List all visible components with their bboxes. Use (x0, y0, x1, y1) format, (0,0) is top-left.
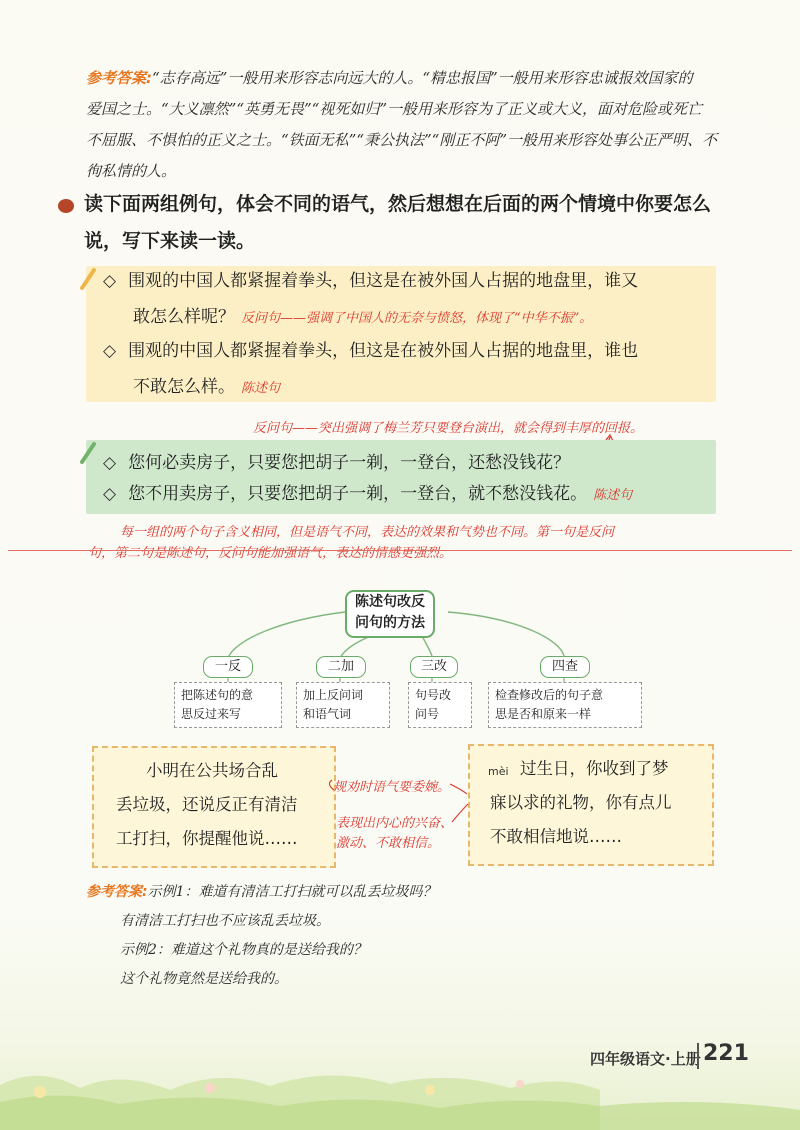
annotation-note: 反问句——强调了中国人的无奈与愤怒，体现了“中华不振”。 (241, 311, 593, 326)
diagram-branch-label: 二加 (316, 656, 366, 678)
annotation-note: 陈述句 (593, 488, 633, 503)
diamond-icon: ◇ (103, 341, 117, 361)
book-title: 四年级语文·上册 (590, 1050, 701, 1068)
diagram-branch-label: 一反 (203, 656, 253, 678)
group1-sentence-1: ◇ 围观的中国人都紧握着拳头，但这是在被外国人占据的地盘里，谁又 敢怎么样呢？ 反问句——强调了中国人的无奈与愤怒，体现了“中华不振”。 (103, 271, 639, 327)
diagram-branch-label: 四查 (540, 656, 590, 678)
answer-label: 参考答案: (86, 884, 148, 900)
summary-note: 每一组的两个句子含义相同，但是语气不同，表达的效果和气势也不同。第一句是反问 句，第二句是陈述句，反问句能加强语气，表达的情感更强烈。 (88, 525, 615, 561)
diamond-icon: ◇ (103, 271, 117, 291)
diagram-leaf: 把陈述句的意 思反过来写 (174, 682, 282, 728)
diagram-root: 陈述句改反 问句的方法 (345, 590, 435, 638)
group2-sentence-2: ◇ 您不用卖房子，只要您把胡子一剃，一登台，就不愁没钱花。 陈述句 (103, 484, 633, 504)
diagram-branch-label: 三改 (410, 656, 458, 678)
question-text: 读下面两组例句，体会不同的语气，然后想想在后面的两个情境中你要怎么 说，写下来读一读。 (84, 193, 712, 252)
annotation-note: 陈述句 (241, 381, 281, 396)
scenario-card-1: 小明在公共场合乱 丢垃圾，还说反正有清洁 工打扫，你提醒他说…… (92, 746, 336, 868)
diagram-leaf: 检查修改后的句子意 思是否和原来一样 (488, 682, 642, 728)
diagram-leaf: 句号改 问号 (408, 682, 472, 728)
answer-line: 不屈服、不惧怕的正义之士。“铁面无私”“秉公执法”“刚正不阿”一般用来形容处事公正严明、不 (86, 131, 718, 149)
answer-line: 示例2：难道这个礼物真的是送给我的？ (120, 942, 367, 958)
annotation-note: 规劝时语气要委婉。 (333, 780, 451, 795)
answer-line: 徇私情的人。 (86, 162, 177, 180)
answer-label: 参考答案: (86, 69, 152, 87)
scenario-card-2: 过生日，你收到了梦 mèi 寐以求的礼物，你有点儿 不敢相信地说…… (468, 744, 714, 866)
diamond-icon: ◇ (103, 484, 117, 504)
answer-block-2 (86, 878, 726, 994)
group1-sentence-2: ◇ 围观的中国人都紧握着拳头，但这是在被外国人占据的地盘里，谁也 不敢怎么样。 陈述句 (103, 341, 639, 397)
annotation-note: 表现出内心的兴奋、 激动、不敢相信。 (336, 816, 454, 851)
answer-line: “志存高远”一般用来形容志向远大的人。“精忠报国”一般用来形容忠诚报效国家的 (152, 69, 693, 87)
diagram-leaf: 加上反问词 和语气词 (296, 682, 390, 728)
footer-divider (697, 1043, 699, 1069)
answer-line: 有清洁工打扫也不应该乱丢垃圾。 (120, 913, 330, 929)
annotation-note: 反问句——突出强调了梅兰芳只要登台演出，就会得到丰厚的回报。 (253, 421, 644, 436)
answer-line: 爱国之士。“大义凛然”“英勇无畏”“视死如归”一般用来形容为了正义或大义，面对危险或死亡 (86, 100, 703, 118)
answer-line: 示例1：难道有清洁工打扫就可以乱丢垃圾吗？ (147, 884, 437, 900)
diamond-icon: ◇ (103, 453, 117, 473)
group2-sentence-1: ◇ 您何必卖房子，只要您把胡子一剃，一登台，还愁没钱花？ (103, 453, 571, 473)
answer-line: 这个礼物竟然是送给我的。 (120, 971, 288, 987)
pinyin: mèi (488, 765, 509, 778)
page-number: 221 (703, 1041, 749, 1066)
